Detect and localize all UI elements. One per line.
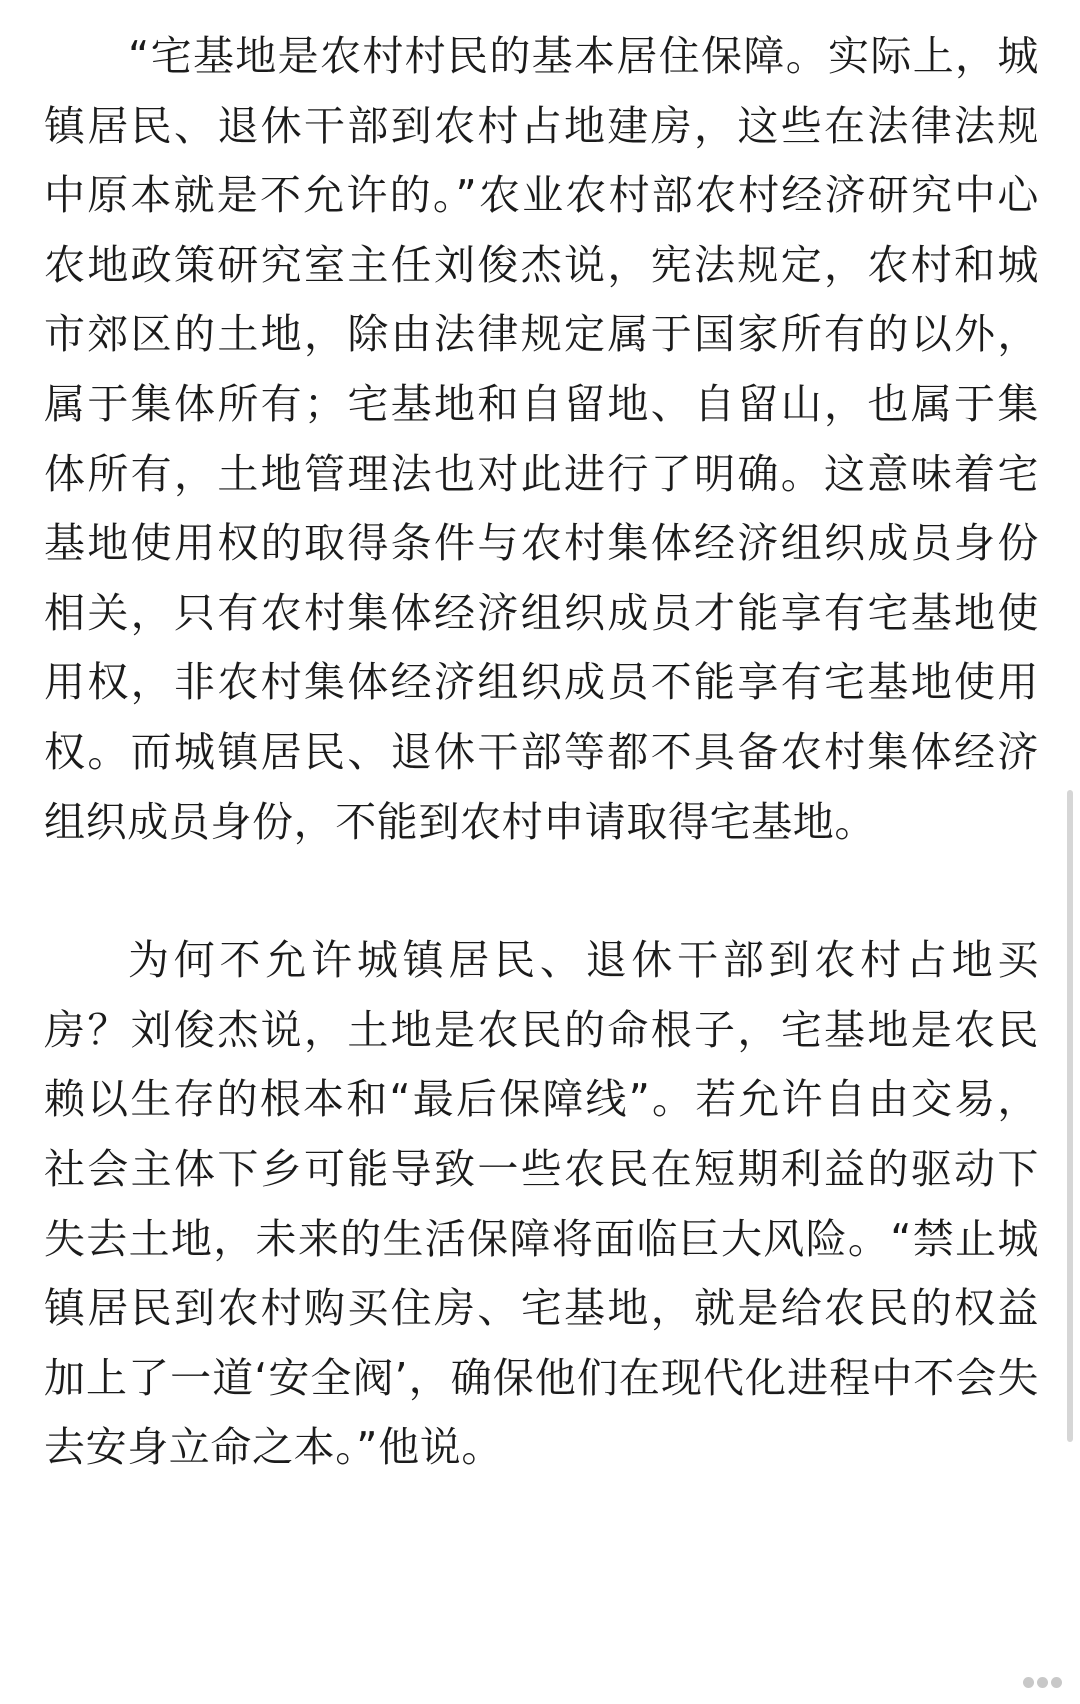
scrollbar[interactable] xyxy=(1067,790,1073,1442)
paragraph-1: “宅基地是农村村民的基本居住保障。实际上，城镇居民、退休干部到农村占地建房，这些在法律法规中原本就是不允许的。”农业农村部农村经济研究中心农地政策研究室主任刘俊杰说，宪法规定，农村和城市郊区的土地，除由法律规定属于国家所有的以外，属于集体所有；宅基地和自留地、自留山，也属于集体所有，土地管理法也对此进行了明确。这意味着宅基地使用权的取得条件与农村集体经济组织成员身份相关，只有农村集体经济组织成员才能享有宅基地使用权，非农村集体经济组织成员不能享有宅基地使用权。而城镇居民、退休干部等都不具备农村集体经济组织成员身份，不能到农村申请取得宅基地。 xyxy=(44,32,1039,846)
article-body xyxy=(44,22,1039,1483)
watermark-dots-icon xyxy=(1023,1672,1062,1692)
paragraph-2: 为何不允许城镇居民、退休干部到农村占地买房？刘俊杰说，土地是农民的命根子，宅基地是农民赖以生存的根本和“最后保障线”。若允许自由交易，社会主体下乡可能导致一些农民在短期利益的驱动下失去土地，未来的生活保障将面临巨大风险。“禁止城镇居民到农村购买住房、宅基地，就是给农民的权益加上了一道‘安全阀’，确保他们在现代化进程中不会失去安身立命之本。”他说。 xyxy=(44,936,1039,1472)
